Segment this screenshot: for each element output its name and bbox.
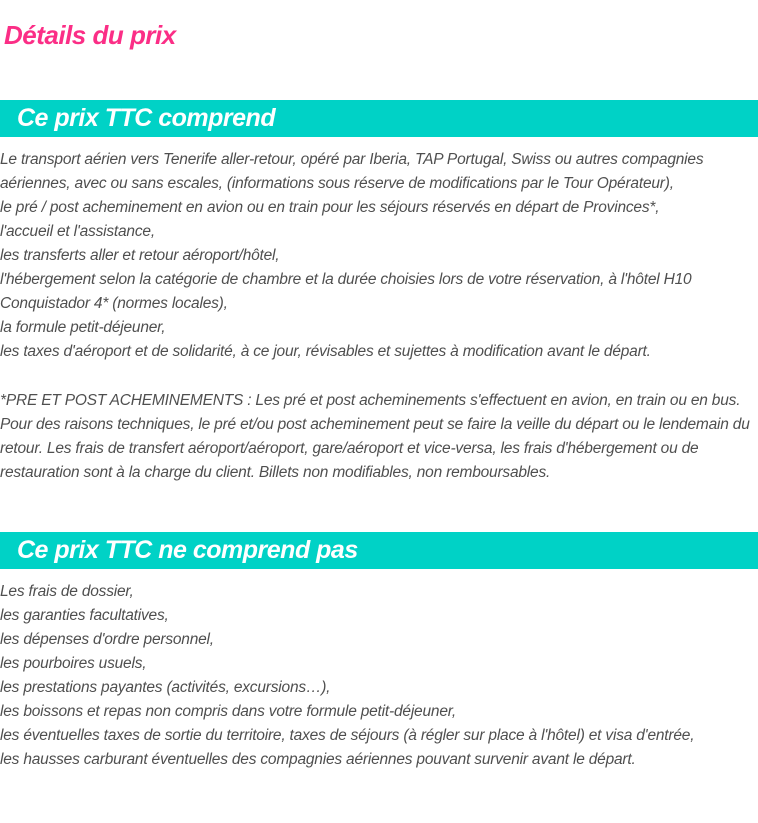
included-section [0, 100, 758, 485]
price-details-page [0, 20, 758, 772]
excluded-item: les boissons et repas non compris dans votre formule petit-déjeuner, [0, 703, 456, 720]
included-item: l'hébergement selon la catégorie de chambre et la durée choisies lors de votre réservation, à l'hôtel H10 Conquistador 4* (normes locales), [0, 271, 692, 312]
included-heading: Ce prix TTC comprend [17, 104, 276, 132]
pre-post-acheminements-note: *PRE ET POST ACHEMINEMENTS : Les pré et post acheminements s'effectuent en avion, en train ou en bus. Pour des raisons techniques, le pré et/ou post acheminement peut se faire la veille du départ ou le lendemain du retour. Les frais de transfert aéroport/aéroport, gare/aéroport et vice-versa, les frais d'hébergement ou de restauration sont à la charge du client. Billets non modifiables, non remboursables. [0, 392, 750, 481]
excluded-item: Les frais de dossier, [0, 583, 134, 600]
excluded-item: les hausses carburant éventuelles des compagnies aériennes pouvant survenir avant le départ. [0, 751, 636, 768]
included-item: le pré / post acheminement en avion ou en train pour les séjours réservés en départ de Provinces*, [0, 199, 660, 216]
page-title: Détails du prix [4, 20, 176, 50]
included-item: l'accueil et l'assistance, [0, 223, 155, 240]
included-item: la formule petit-déjeuner, [0, 319, 166, 336]
included-heading-banner [0, 100, 758, 137]
excluded-item: les garanties facultatives, [0, 607, 169, 624]
included-item: Le transport aérien vers Tenerife aller-retour, opéré par Iberia, TAP Portugal, Swiss ou autres compagnies aériennes, avec ou sans escales, (informations sous réserve de modifications par le Tour Opérateur), [0, 151, 704, 192]
included-items-list [0, 148, 758, 364]
excluded-heading-banner [0, 532, 758, 569]
excluded-item: les dépenses d'ordre personnel, [0, 631, 214, 648]
excluded-section [0, 532, 758, 772]
included-item: les transferts aller et retour aéroport/hôtel, [0, 247, 280, 264]
excluded-item: les pourboires usuels, [0, 655, 147, 672]
excluded-item: les prestations payantes (activités, excursions…), [0, 679, 331, 696]
excluded-items-list [0, 580, 758, 772]
excluded-item: les éventuelles taxes de sortie du territoire, taxes de séjours (à régler sur place à l'hôtel) et visa d'entrée, [0, 727, 695, 744]
excluded-heading: Ce prix TTC ne comprend pas [17, 536, 358, 564]
included-item: les taxes d'aéroport et de solidarité, à ce jour, révisables et sujettes à modification avant le départ. [0, 343, 651, 360]
